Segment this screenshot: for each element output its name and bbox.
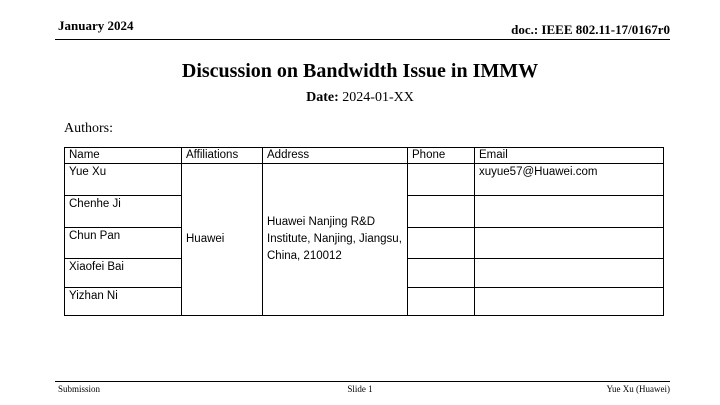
author-phone	[408, 164, 475, 196]
author-phone	[408, 228, 475, 259]
author-email	[475, 228, 664, 259]
table-header-row	[65, 148, 664, 164]
author-affiliation: Huawei	[182, 164, 263, 316]
authors-label: Authors:	[64, 121, 113, 136]
col-header-affiliations: Affiliations	[182, 148, 263, 164]
author-address: Huawei Nanjing R&D Institute, Nanjing, Jiangsu, China, 210012	[263, 164, 408, 316]
authors-table	[64, 147, 664, 316]
author-phone	[408, 259, 475, 288]
author-email	[475, 196, 664, 228]
author-phone	[408, 196, 475, 228]
author-email	[475, 288, 664, 316]
footer-author: Yue Xu (Huawei)	[606, 384, 670, 394]
author-name: Xiaofei Bai	[65, 259, 182, 288]
col-header-email: Email	[475, 148, 664, 164]
header-doc-id: doc.: IEEE 802.11-17/0167r0	[511, 22, 670, 37]
date-line	[0, 90, 720, 106]
col-header-name: Name	[65, 148, 182, 164]
footer-divider	[55, 381, 670, 382]
author-email	[475, 259, 664, 288]
author-name: Chun Pan	[65, 228, 182, 259]
header-divider	[55, 39, 670, 40]
table-row	[65, 164, 664, 196]
author-email: xuyue57@Huawei.com	[475, 164, 664, 196]
header-date: January 2024	[58, 18, 134, 33]
col-header-phone: Phone	[408, 148, 475, 164]
date-label: Date:	[306, 90, 339, 105]
author-name: Yue Xu	[65, 164, 182, 196]
footer-submission: Submission	[58, 384, 101, 394]
author-name: Chenhe Ji	[65, 196, 182, 228]
footer-slide-number: Slide 1	[347, 384, 373, 394]
date-value: 2024-01-XX	[342, 90, 414, 105]
author-name: Yizhan Ni	[65, 288, 182, 316]
author-phone	[408, 288, 475, 316]
col-header-address: Address	[263, 148, 408, 164]
slide-title: Discussion on Bandwidth Issue in IMMW	[181, 60, 539, 82]
